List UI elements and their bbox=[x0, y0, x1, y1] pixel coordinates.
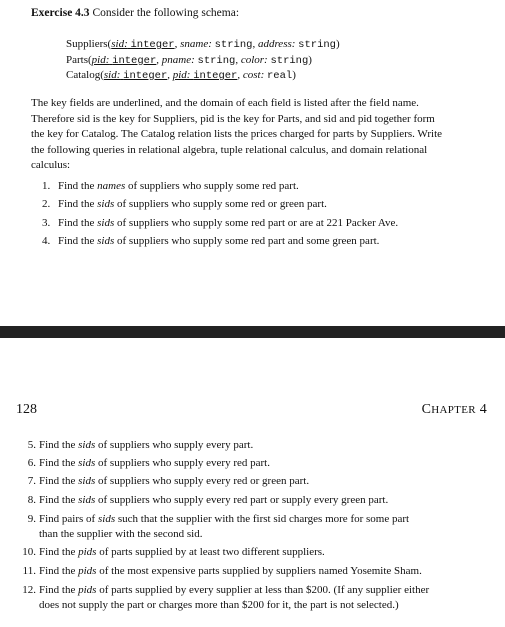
query-number: 8. bbox=[27, 494, 36, 506]
sep: , bbox=[167, 69, 173, 81]
description-paragraph bbox=[31, 96, 505, 174]
paragraph-line: the following queries in relational algebra, tuple relational calculus, and domain relational bbox=[31, 143, 428, 156]
query-number: 11. bbox=[22, 565, 36, 577]
query-text: of suppliers who supply every part. bbox=[95, 439, 254, 451]
attr-type: integer bbox=[123, 70, 168, 82]
chapter-initial: C bbox=[421, 402, 432, 417]
close-paren: ) bbox=[308, 54, 312, 66]
query-text: Find the bbox=[39, 494, 79, 506]
close-paren: ) bbox=[335, 38, 340, 50]
chapter-word: HAPTER bbox=[431, 404, 476, 416]
query-emphasis: sids bbox=[97, 513, 116, 525]
attr-type: string bbox=[270, 55, 309, 67]
query-number: 3. bbox=[42, 217, 51, 229]
paragraph-line: calculus: bbox=[31, 159, 71, 171]
query-text: of suppliers who supply some red part and some green part. bbox=[114, 235, 380, 247]
attr-type: integer bbox=[112, 55, 157, 67]
query-text: Find the bbox=[58, 235, 98, 247]
query-emphasis: sids bbox=[78, 494, 96, 506]
attr-name: sid: bbox=[111, 38, 128, 50]
paragraph-line: Therefore sid is the key for Suppliers, pid is the key for Parts, and sid and pid together form bbox=[31, 112, 435, 125]
attr-type: real bbox=[266, 70, 293, 82]
chapter-number: 4 bbox=[479, 402, 487, 417]
close-paren: ) bbox=[292, 69, 296, 81]
key-field bbox=[111, 38, 174, 50]
attr-name: address: bbox=[257, 38, 296, 50]
query-text: than the supplier with the second sid. bbox=[39, 528, 203, 540]
query-number: 6. bbox=[27, 457, 36, 469]
attr-type: string bbox=[298, 39, 336, 51]
query-emphasis: pids bbox=[78, 565, 97, 577]
query-emphasis: pids bbox=[78, 584, 97, 596]
sep: , bbox=[235, 54, 241, 66]
query-text: of suppliers who supply every red part. bbox=[95, 457, 270, 469]
query-text: of suppliers who supply every red part or supply every green part. bbox=[95, 494, 389, 506]
query-emphasis: sids bbox=[97, 217, 115, 229]
query-item bbox=[42, 198, 327, 210]
query-item bbox=[42, 217, 398, 229]
query-text: such that the supplier with the first sid charges more for some part bbox=[115, 513, 410, 525]
query-text: Find the bbox=[58, 198, 98, 210]
query-number: 9. bbox=[27, 513, 36, 525]
exercise-heading bbox=[31, 7, 239, 19]
query-text: of the most expensive parts supplied by suppliers named Yosemite Sham. bbox=[96, 565, 422, 577]
query-text: does not supply the part or charges more than $200 for it, the part is not selected.) bbox=[39, 599, 399, 611]
schema-catalog bbox=[66, 69, 296, 82]
query-number: 4. bbox=[42, 235, 51, 247]
query-text: of suppliers who supply some red part. bbox=[125, 180, 299, 192]
query-text: Find the bbox=[39, 457, 79, 469]
attr-type: string bbox=[214, 39, 253, 51]
attr-name: sid: bbox=[103, 69, 121, 81]
sep: , bbox=[252, 38, 258, 50]
attr-type: integer bbox=[130, 39, 175, 51]
query-text: Find pairs of bbox=[39, 513, 98, 525]
query-emphasis: names bbox=[97, 180, 126, 192]
query-text: of suppliers who supply every red or green part. bbox=[95, 475, 310, 487]
exercise-intro: Consider the following schema: bbox=[92, 7, 240, 19]
query-number: 7. bbox=[27, 475, 36, 487]
sep: , bbox=[156, 54, 162, 66]
page-number: 128 bbox=[16, 402, 37, 417]
key-field bbox=[104, 69, 167, 81]
attr-name: color: bbox=[240, 54, 268, 66]
attr-name: sname: bbox=[180, 38, 212, 50]
query-text: Find the bbox=[39, 475, 79, 487]
attr-name: pname: bbox=[161, 54, 195, 66]
key-field bbox=[92, 54, 157, 66]
query-text: Find the bbox=[39, 584, 79, 596]
query-number: 12. bbox=[22, 584, 36, 596]
key-field bbox=[173, 69, 238, 81]
query-emphasis: sids bbox=[78, 475, 96, 487]
query-text: Find the bbox=[39, 565, 79, 577]
query-number: 1. bbox=[42, 180, 51, 192]
paragraph-line: The key fields are underlined, and the domain of each field is listed after the field name. bbox=[31, 97, 419, 109]
query-text: of parts supplied by every supplier at less than $200. (If any supplier either bbox=[96, 584, 430, 596]
attr-type: integer bbox=[193, 70, 238, 82]
query-text: Find the bbox=[39, 546, 79, 558]
sep: , bbox=[237, 69, 243, 81]
schema-parts bbox=[66, 54, 312, 67]
paragraph-line: the key for Catalog. The Catalog relation lists the prices charged for parts by Suppliers. Write bbox=[31, 128, 443, 140]
schema-suppliers bbox=[66, 38, 340, 51]
query-emphasis: sids bbox=[78, 457, 96, 469]
chapter-heading bbox=[422, 402, 487, 418]
attr-type: string bbox=[197, 55, 236, 67]
attr-name: pid: bbox=[172, 69, 191, 81]
query-emphasis: sids bbox=[97, 198, 115, 210]
query-text: Find the bbox=[58, 217, 98, 229]
query-item bbox=[42, 180, 299, 192]
query-number: 2. bbox=[42, 198, 51, 210]
relation-name: Catalog( bbox=[66, 69, 104, 81]
query-text: Find the bbox=[58, 180, 98, 192]
query-text: of suppliers who supply some red or green part. bbox=[114, 198, 327, 210]
relation-name: Parts( bbox=[66, 54, 92, 66]
page-separator bbox=[0, 326, 505, 338]
query-text: of parts supplied by at least two different suppliers. bbox=[96, 546, 325, 558]
page-bottom bbox=[0, 338, 505, 627]
sep: , bbox=[174, 38, 181, 50]
query-text: of suppliers who supply some red part or are at 221 Packer Ave. bbox=[114, 217, 399, 229]
attr-name: pid: bbox=[91, 54, 110, 66]
exercise-label: Exercise 4.3 bbox=[31, 7, 90, 19]
query-item bbox=[42, 235, 379, 247]
query-number: 5. bbox=[27, 439, 36, 451]
query-emphasis: sids bbox=[97, 235, 115, 247]
relation-name: Suppliers( bbox=[66, 38, 112, 50]
query-text: Find the bbox=[39, 439, 79, 451]
query-emphasis: pids bbox=[78, 546, 97, 558]
query-number: 10. bbox=[22, 546, 36, 558]
query-emphasis: sids bbox=[78, 439, 96, 451]
attr-name: cost: bbox=[242, 69, 265, 81]
